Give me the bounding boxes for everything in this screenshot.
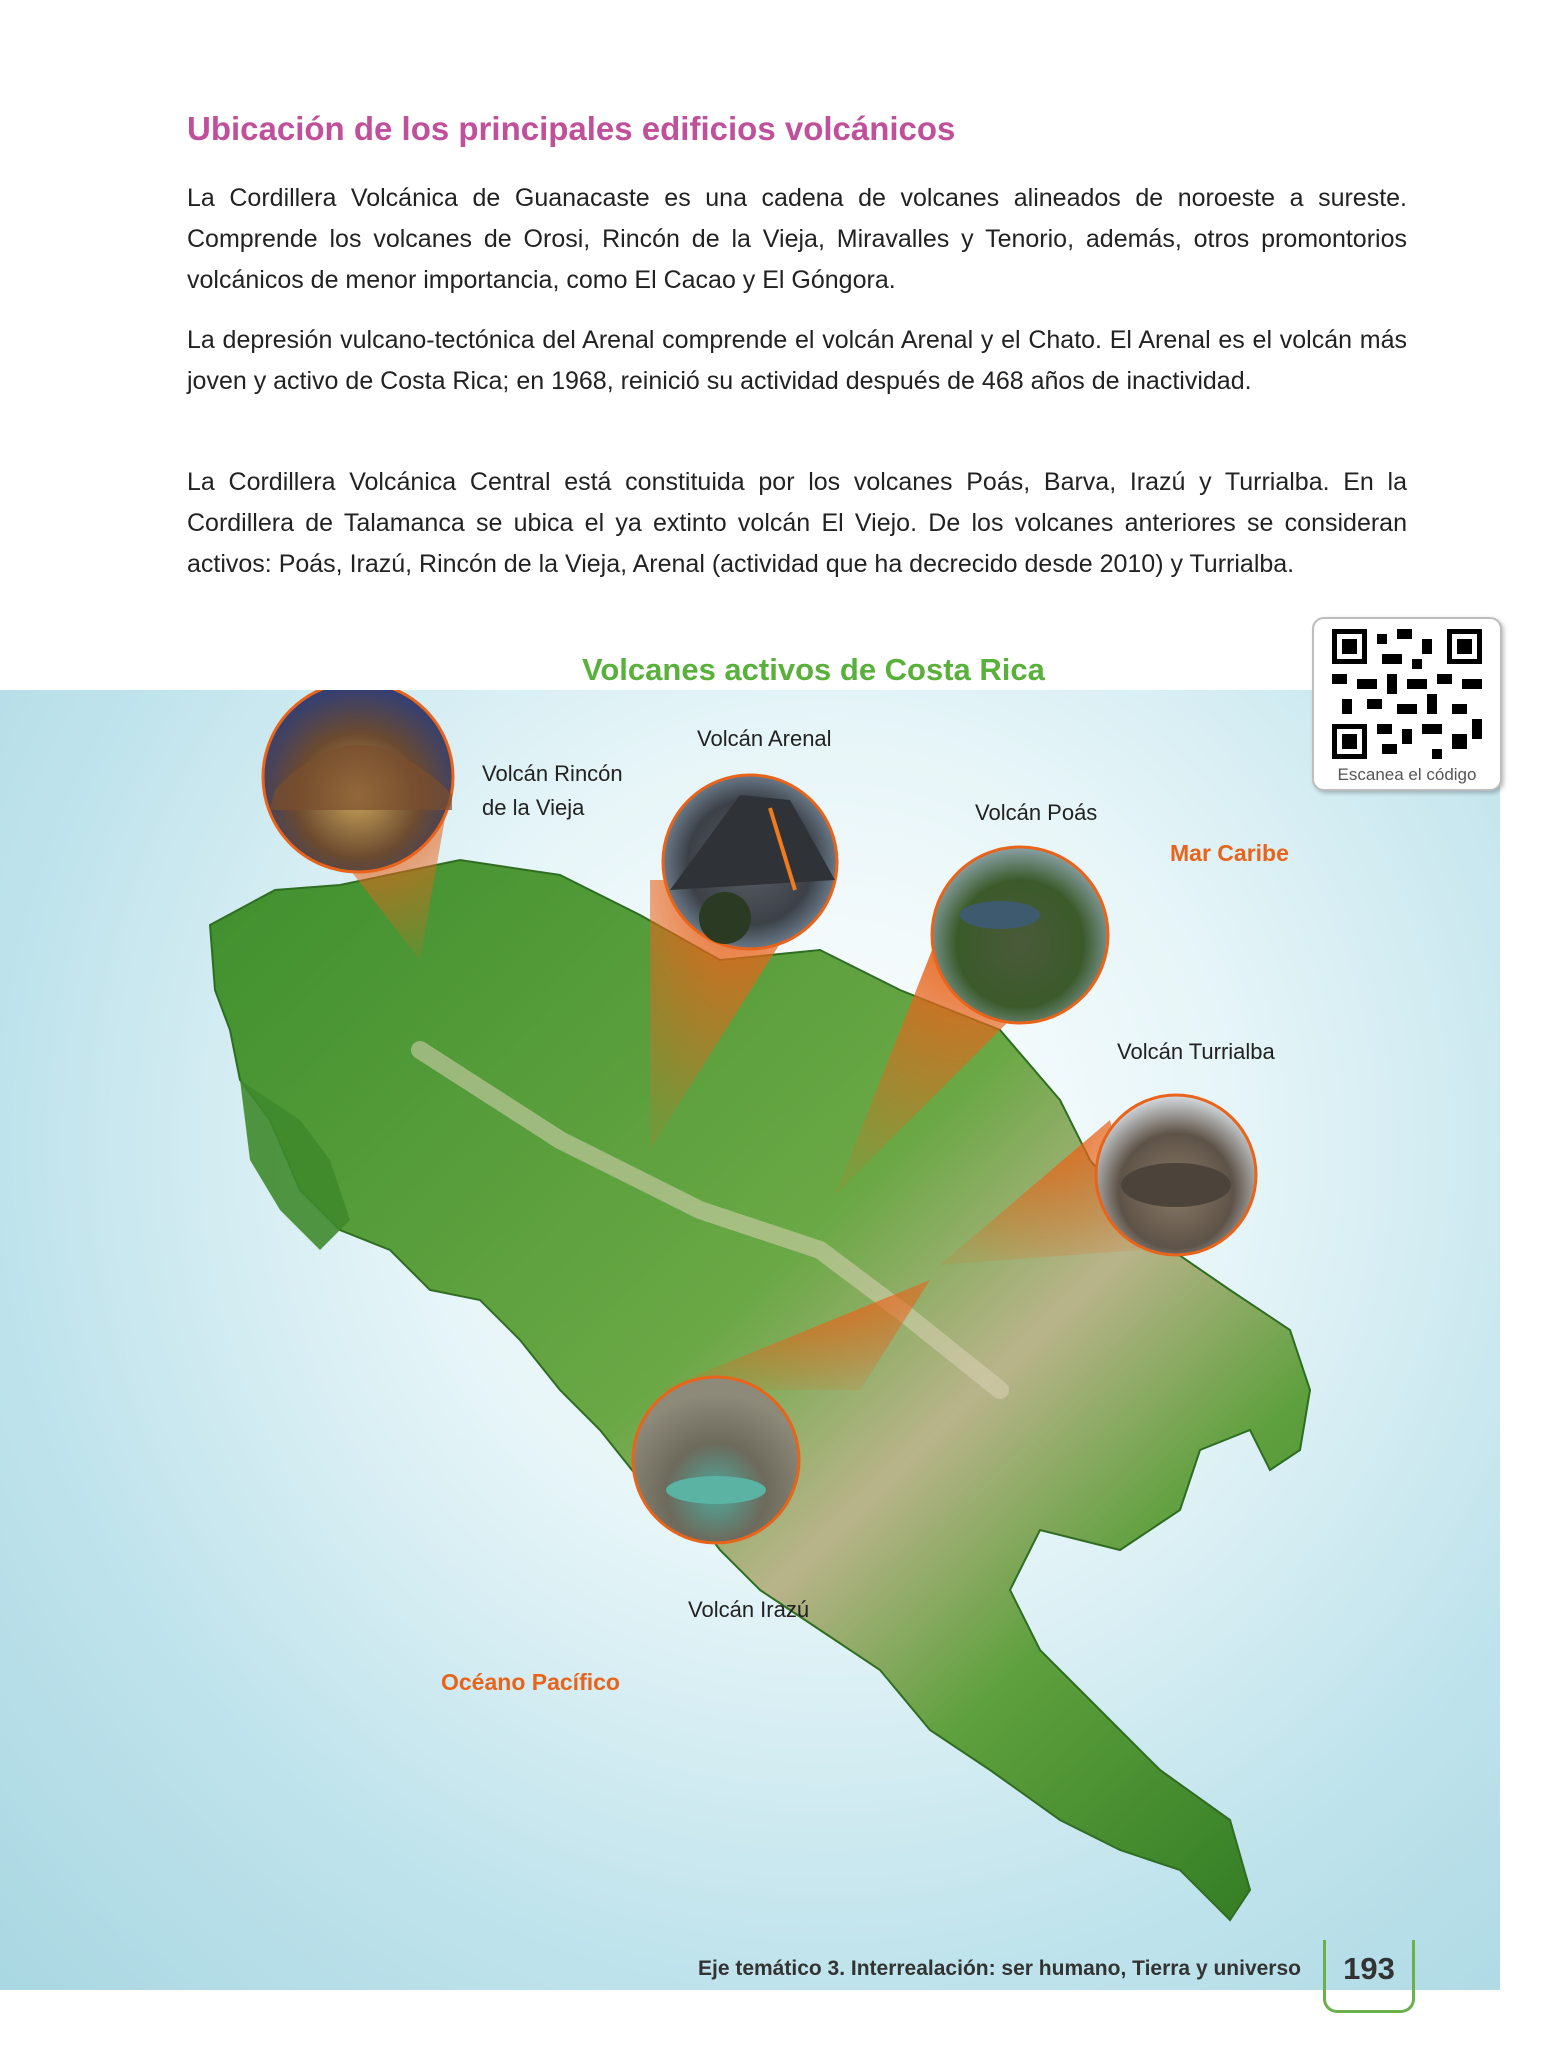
qr-code-icon — [1332, 629, 1482, 759]
photo-rincon — [263, 690, 453, 872]
photo-turrialba — [1096, 1095, 1256, 1255]
footer-text: Eje temático 3. Interrealación: ser humano, Tierra y universo — [697, 1957, 1301, 1980]
label-mar-caribe: Mar Caribe — [1170, 840, 1289, 866]
label-oceano-pacifico: Océano Pacífico — [441, 1669, 620, 1695]
label-turrialba: Volcán Turrialba — [1117, 1039, 1275, 1064]
photo-poas — [932, 847, 1108, 1023]
paragraph-arenal: La depresión vulcano-tectónica del Arenal comprende el volcán Arenal y el Chato. El Arenal es el volcán más joven y activo de Costa Rica; en 1968, reinició su actividad después de 468 años de inactividad. — [187, 326, 1407, 395]
section-heading: Ubicación de los principales edificios volcánicos — [187, 110, 956, 147]
label-rincon-line2: de la Vieja — [482, 795, 585, 820]
label-poas: Volcán Poás — [975, 800, 1098, 825]
paragraph-guanacaste: La Cordillera Volcánica de Guanacaste es una cadena de volcanes alineados de noroeste a sureste. Comprende los volcanes de Orosi, Rincón de la Vieja, Miravalles y Tenorio, además, otros promontorios volcánicos de menor importancia, como El Cacao y El Góngora. — [187, 184, 1407, 294]
label-arenal: Volcán Arenal — [697, 726, 832, 751]
label-rincon-line1: Volcán Rincón — [482, 761, 623, 786]
label-irazu: Volcán Irazú — [688, 1597, 810, 1622]
paragraph-central: La Cordillera Volcánica Central está constituida por los volcanes Poás, Barva, Irazú y Turrialba. En la Cordillera de Talamanca se ubica el ya extinto volcán El Viejo. De los volcanes anteriores se consideran activos: Poás, Irazú, Rincón de la Vieja, Arenal (actividad que ha decrecido desde 2010) y Turrialba. — [187, 468, 1407, 578]
costa-rica-map — [0, 690, 1564, 2048]
qr-caption: Escanea el código — [1337, 765, 1477, 784]
qr-code-box[interactable] — [1312, 617, 1502, 791]
page-number: 193 — [1323, 1940, 1415, 2013]
photo-irazu — [633, 1377, 799, 1543]
map-title: Volcanes activos de Costa Rica — [582, 652, 1045, 687]
photo-arenal — [663, 775, 837, 949]
